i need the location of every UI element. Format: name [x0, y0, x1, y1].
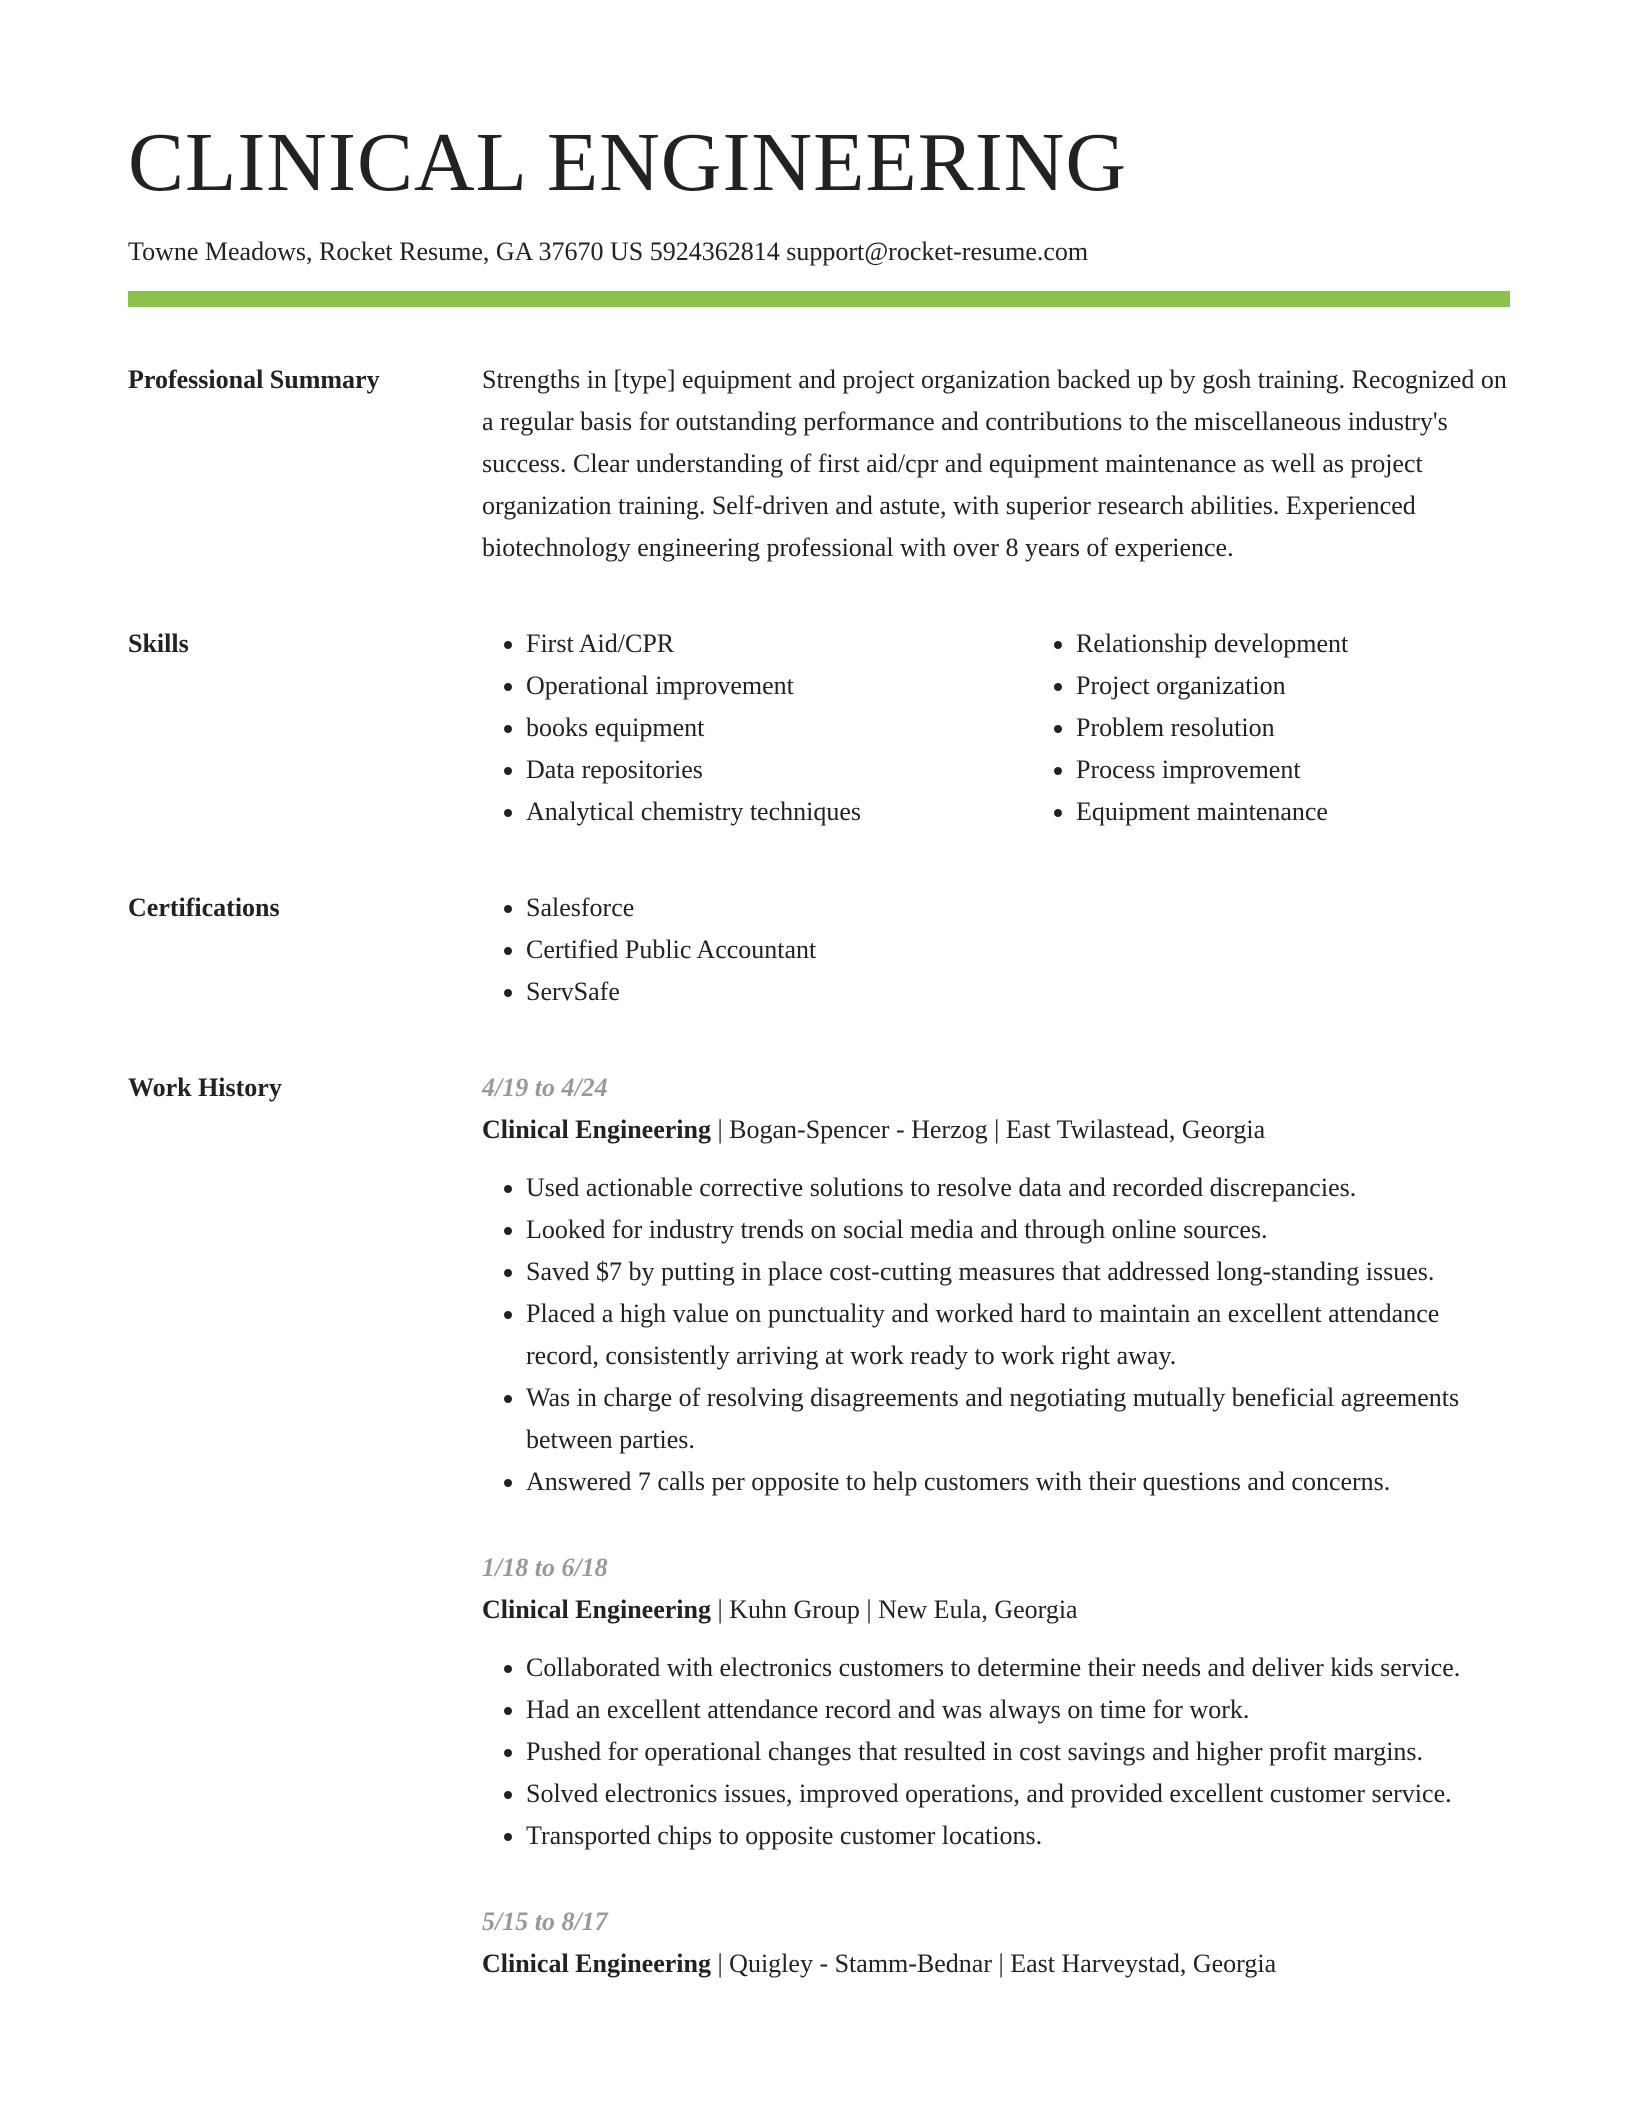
job-bullet: • Used actionable corrective solutions to resolve data and recorded discrepancies.: [526, 1167, 1510, 1209]
job-header: [482, 1109, 1510, 1151]
job-details: | Quigley - Stamm-Bednar | East Harveystad, Georgia: [710, 1948, 1277, 1978]
job-title: Clinical Engineering: [482, 1948, 711, 1978]
skill-item: • Project organization: [1076, 665, 1582, 707]
job-bullet: • Placed a high value on punctuality and worked hard to maintain an excellent attendance record, consistently arriving at work ready to work right away.: [526, 1293, 1510, 1377]
job-bullet: • Had an excellent attendance record and was always on time for work.: [526, 1689, 1510, 1731]
skills-list-right: [1032, 623, 1582, 833]
section-title-summary: Professional Summary: [128, 364, 380, 394]
job-bullet: • Saved $7 by putting in place cost-cutting measures that addressed long-standing issues.: [526, 1251, 1510, 1293]
job-bullet: • Collaborated with electronics customers to determine their needs and deliver kids service.: [526, 1647, 1510, 1689]
skill-item: • Operational improvement: [526, 665, 1032, 707]
job-bullet: • Was in charge of resolving disagreements and negotiating mutually beneficial agreements between parties.: [526, 1377, 1510, 1461]
section-title-work-history: Work History: [128, 1072, 282, 1102]
job-header: [482, 1589, 1510, 1631]
resume-name: CLINICAL ENGINEERING: [128, 116, 1128, 209]
skill-item: • Problem resolution: [1076, 707, 1582, 749]
job-bullet: • Pushed for operational changes that resulted in cost savings and higher profit margins.: [526, 1731, 1510, 1773]
skill-item: • Relationship development: [1076, 623, 1582, 665]
job-entry: [482, 1067, 1510, 1503]
job-details: | Bogan-Spencer - Herzog | East Twilastead, Georgia: [710, 1114, 1266, 1144]
skill-item: • Process improvement: [1076, 749, 1582, 791]
job-entry: [482, 1901, 1510, 1985]
skill-item: • Analytical chemistry techniques: [526, 791, 1032, 833]
skills-section: [128, 623, 1510, 833]
job-bullet: • Transported chips to opposite customer locations.: [526, 1815, 1510, 1857]
section-title-skills: Skills: [128, 628, 189, 658]
job-header: [482, 1943, 1510, 1985]
header-divider: [128, 291, 1510, 307]
summary-section: [128, 359, 1510, 569]
certification-item: • ServSafe: [526, 971, 1510, 1013]
skill-item: • books equipment: [526, 707, 1032, 749]
certification-item: • Salesforce: [526, 887, 1510, 929]
job-bullet: • Looked for industry trends on social media and through online sources.: [526, 1209, 1510, 1251]
job-bullet: • Solved electronics issues, improved operations, and provided excellent customer service.: [526, 1773, 1510, 1815]
certifications-list: [482, 887, 1510, 1013]
job-bullets: [482, 1647, 1510, 1857]
skills-list-left: [482, 623, 1032, 833]
job-dates: 4/19 to 4/24: [482, 1072, 608, 1102]
certification-item: • Certified Public Accountant: [526, 929, 1510, 971]
summary-text: Strengths in [type] equipment and project organization backed up by gosh training. Recognized on a regular basis for outstanding performance and contributions to the miscellaneous industry's success. Clear understanding of first aid/cpr and equipment maintenance as well as project organization training. Self-driven and astute, with superior research abilities. Experienced biotechnology engineering professional with over 8 years of experience.: [482, 364, 1507, 562]
resume-page: [128, 0, 1510, 2029]
job-details: | Kuhn Group | New Eula, Georgia: [710, 1594, 1078, 1624]
certifications-section: [128, 887, 1510, 1013]
job-title: Clinical Engineering: [482, 1114, 711, 1144]
job-bullets: [482, 1167, 1510, 1503]
job-title: Clinical Engineering: [482, 1594, 711, 1624]
contact-info: Towne Meadows, Rocket Resume, GA 37670 US 5924362814 support@rocket-resume.com: [128, 237, 1089, 267]
job-entry: [482, 1547, 1510, 1857]
skill-item: • Equipment maintenance: [1076, 791, 1582, 833]
skill-item: • Data repositories: [526, 749, 1032, 791]
section-title-certifications: Certifications: [128, 892, 280, 922]
work-history-section: [128, 1067, 1510, 2029]
job-dates: 1/18 to 6/18: [482, 1552, 608, 1582]
job-dates: 5/15 to 8/17: [482, 1906, 608, 1936]
skill-item: • First Aid/CPR: [526, 623, 1032, 665]
job-bullet: • Answered 7 calls per opposite to help customers with their questions and concerns.: [526, 1461, 1510, 1503]
